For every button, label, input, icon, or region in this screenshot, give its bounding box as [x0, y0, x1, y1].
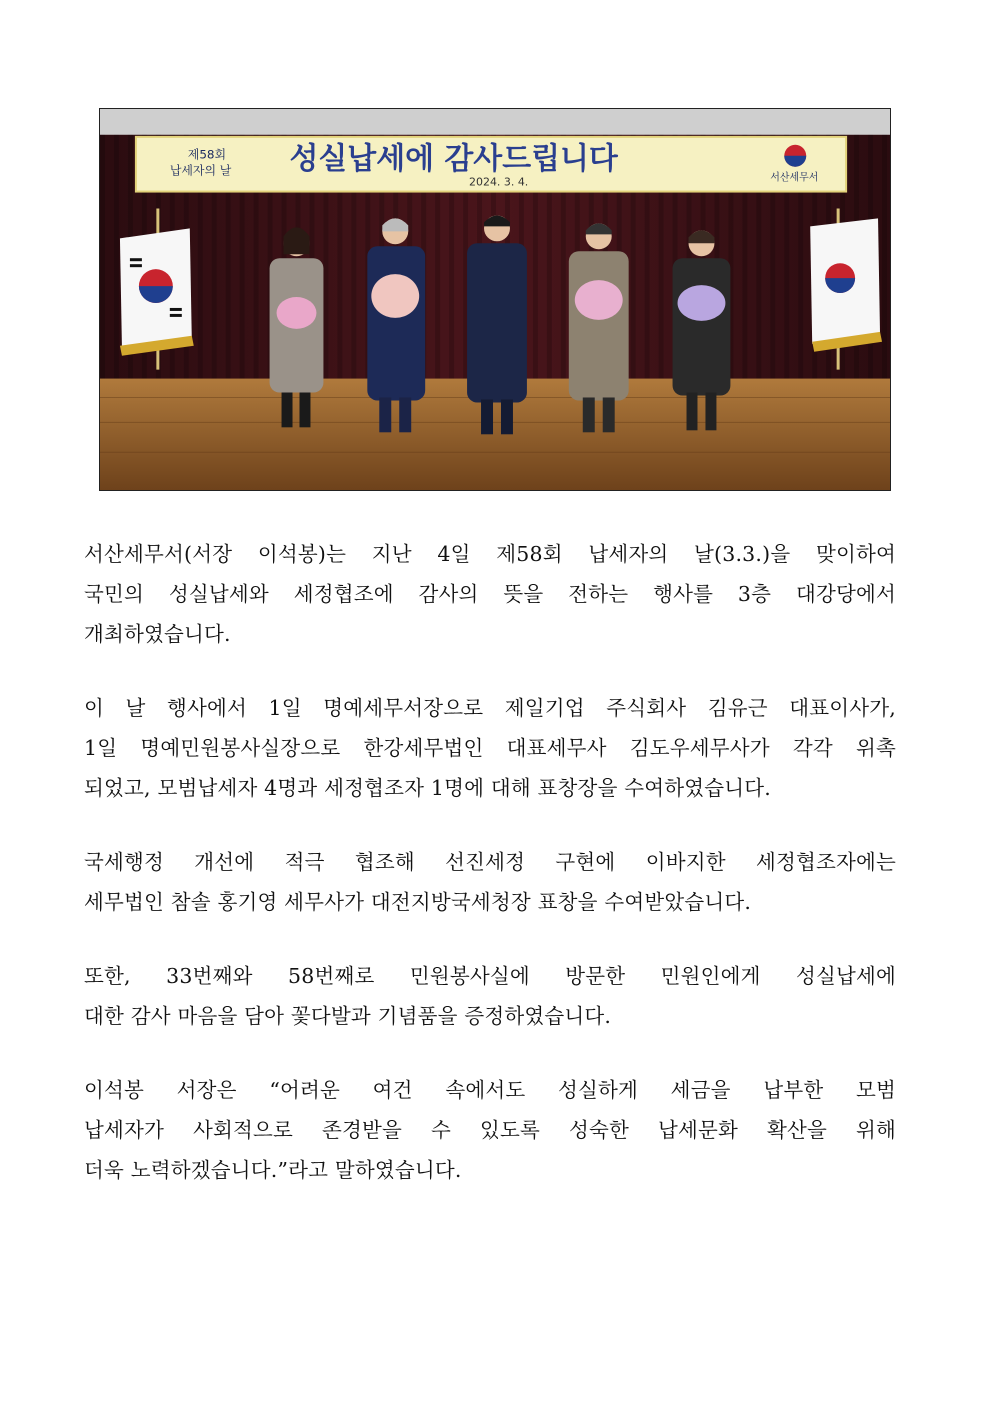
text-line: 또한, 33번째와 58번째로 민원봉사실에 방문한 민원인에게 성실납세에	[84, 964, 896, 988]
paragraph-ceremony-overview	[84, 534, 896, 654]
banner-org: 서산세무서	[770, 172, 819, 184]
text-line: 대한 감사 마음을 담아 꽃다발과 기념품을 증정하였습니다.	[84, 1004, 612, 1028]
banner-day-name: 납세자의 날	[169, 163, 232, 178]
text-line: 국민의 성실납세와 세정협조에 감사의 뜻을 전하는 행사를 3층 대강당에서	[84, 582, 896, 606]
banner	[136, 137, 846, 192]
article-body	[84, 534, 896, 1224]
paragraph-appointments	[84, 688, 896, 808]
paragraph-director-quote	[84, 1070, 896, 1190]
text-line: 서산세무서(서장 이석봉)는 지난 4일 제58회 납세자의 날(3.3.)을 맞이하여	[84, 542, 896, 566]
text-line: 이석봉 서장은 “어려운 여건 속에서도 성실하게 세금을 납부한 모범	[84, 1078, 896, 1102]
text-line: 개최하였습니다.	[84, 622, 231, 646]
text-line: 1일 명예민원봉사실장으로 한강세무법인 대표세무사 김도우세무사가 각각 위촉	[84, 736, 896, 760]
text-line: 이 날 행사에서 1일 명예세무서장으로 제일기업 주식회사 김유근 대표이사가,	[84, 696, 896, 720]
text-line: 되었고, 모범납세자 4명과 세정협조자 1명에 대해 표창장을 수여하였습니다.	[84, 776, 772, 800]
banner-date: 2024. 3. 4.	[469, 175, 529, 189]
paragraph-visitor-gifts	[84, 956, 896, 1036]
person-3	[467, 215, 527, 434]
ceiling	[100, 109, 890, 135]
person-2	[367, 218, 425, 432]
text-line: 더욱 노력하겠습니다.”라고 말하였습니다.	[84, 1158, 462, 1182]
paragraph-cooperator-award	[84, 842, 896, 922]
banner-title: 성실납세에 감사드립니다	[289, 141, 618, 177]
text-line: 국세행정 개선에 적극 협조해 선진세정 구현에 이바지한 세정협조자에는	[84, 850, 896, 874]
text-line: 세무법인 참솔 홍기영 세무사가 대전지방국세청장 표창을 수여받았습니다.	[84, 890, 752, 914]
event-photo	[99, 108, 891, 491]
text-line: 납세자가 사회적으로 존경받을 수 있도록 성숙한 납세문화 확산을 위해	[84, 1118, 896, 1142]
ceremony-photo-illustration	[100, 109, 890, 490]
banner-edition: 제58회	[187, 147, 227, 162]
